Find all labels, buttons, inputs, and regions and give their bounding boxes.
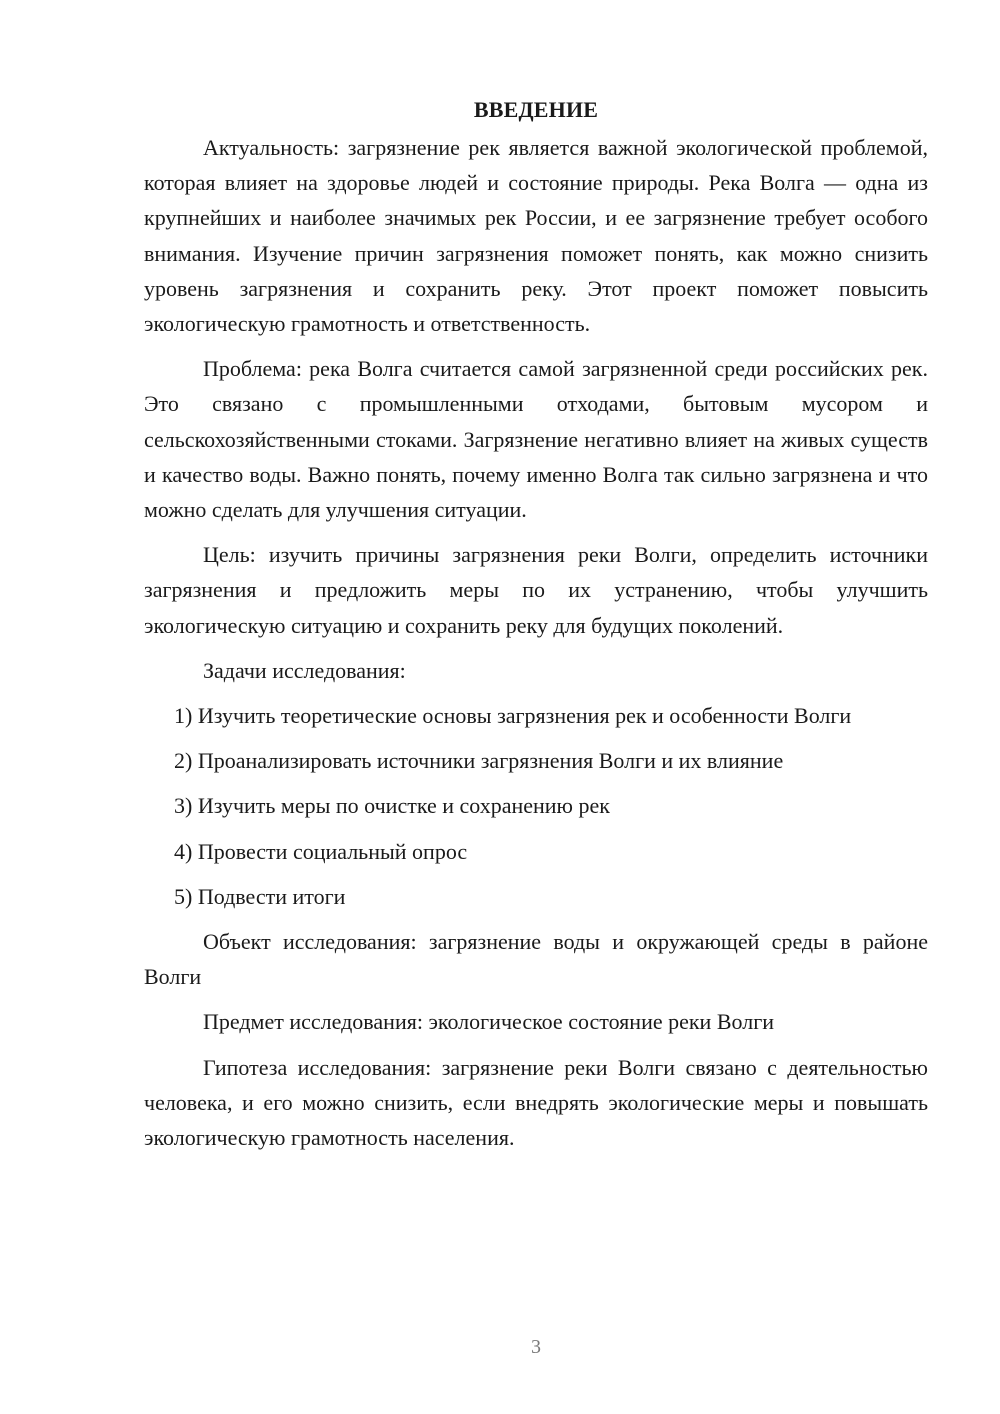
task-item-4: 4) Провести социальный опрос — [174, 838, 468, 864]
goal-paragraph: Цель: изучить причины загрязнения реки Волги, определить источники загрязнения и предложить меры по их устранению, чтобы улучшить экологическую ситуацию и сохранить реку для будущих поколений. — [144, 542, 928, 638]
object-paragraph: Объект исследования: загрязнение воды и окружающей среды в районе Волги — [144, 929, 928, 990]
section-heading: ВВЕДЕНИЕ — [473, 97, 599, 122]
tasks-title: Задачи исследования: — [203, 657, 406, 683]
page-number: 3 — [531, 1336, 541, 1358]
subject-paragraph: Предмет исследования: экологическое состояние реки Волги — [203, 1009, 774, 1035]
document-body — [144, 92, 928, 1165]
task-item-3: 3) Изучить меры по очистке и сохранению рек — [174, 793, 610, 819]
task-item-1: 1) Изучить теоретические основы загрязнения рек и особенности Волги — [174, 703, 852, 729]
relevance-paragraph: Актуальность: загрязнение рек является важной экологической проблемой, которая влияет на здоровье людей и состояние природы. Река Волга — одна из крупнейших и наиболее значимых рек России, и ее загрязнение требует особого внимания. Изучение причин загрязнения поможет понять, как можно снизить уровень загрязнения и сохранить реку. Этот проект поможет повысить экологическую грамотность и ответственность. — [144, 135, 928, 337]
hypothesis-paragraph: Гипотеза исследования: загрязнение реки Волги связано с деятельностью человека, и его можно снизить, если внедрять экологические меры и повышать экологическую грамотность населения. — [144, 1054, 928, 1151]
problem-paragraph: Проблема: река Волга считается самой загрязненной среди российских рек. Это связано с промышленными отходами, бытовым мусором и сельскохозяйственными стоками. Загрязнение негативно влияет на живых существ и качество воды. Важно понять, почему именно Волга так сильно загрязнена и что можно сделать для улучшения ситуации. — [144, 356, 928, 523]
task-item-2: 2) Проанализировать источники загрязнения Волги и их влияние — [174, 748, 784, 774]
task-item-5: 5) Подвести итоги — [174, 883, 346, 909]
